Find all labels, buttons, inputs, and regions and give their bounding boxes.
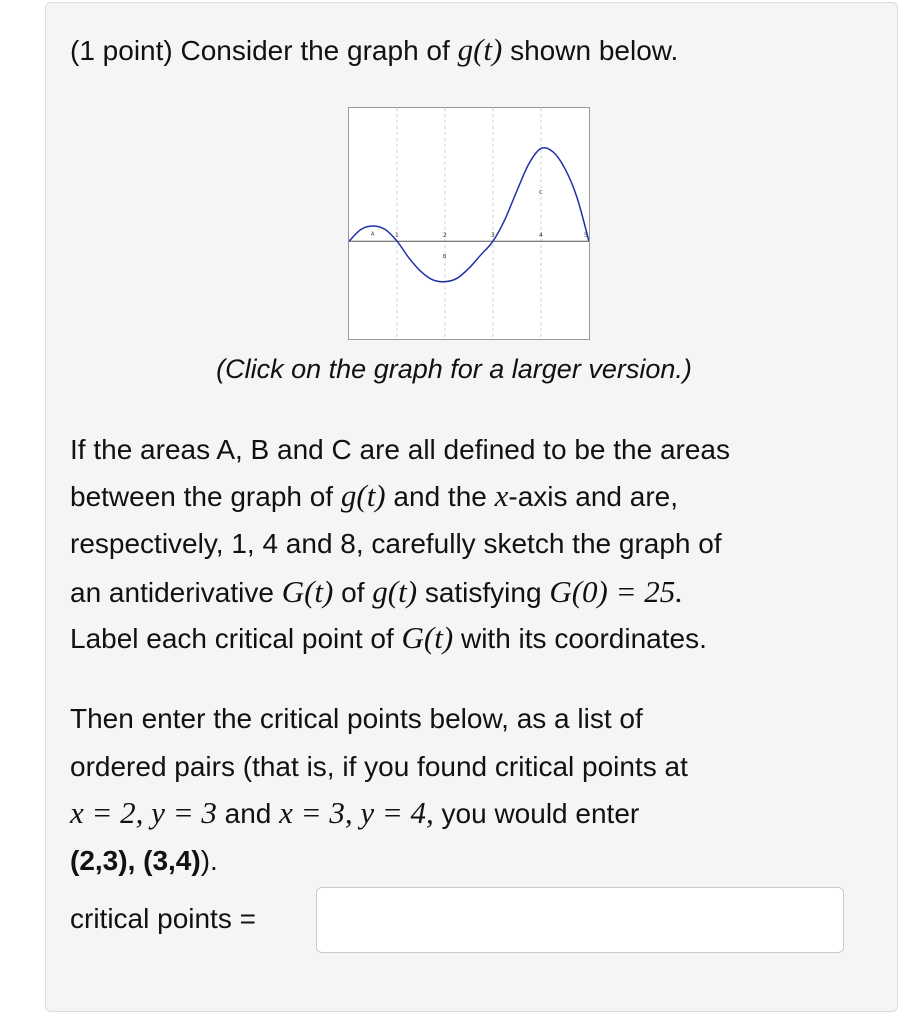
- region-label: C: [538, 189, 543, 196]
- answer-label: critical points =: [70, 903, 256, 934]
- tick-label: 1: [395, 232, 399, 240]
- region-label: A: [371, 231, 375, 238]
- para2-line2: ordered pairs (that is, if you found critical points at: [70, 751, 688, 782]
- para1-line3: respectively, 1, 4 and 8, carefully sketch the graph of: [70, 528, 722, 559]
- para1-line1: If the areas A, B and C are all defined to be the areas: [70, 434, 730, 465]
- graph-g-of-t[interactable]: [348, 107, 590, 340]
- critical-points-input[interactable]: [316, 887, 844, 953]
- problem-intro: (1 point) Consider the graph of g(t) shown below.: [70, 32, 679, 67]
- para2-line4: (2,3), (3,4)).: [70, 845, 218, 876]
- para2-line1: Then enter the critical points below, as a list of: [70, 703, 643, 734]
- series-line-g: [349, 148, 589, 282]
- tick-label: 2: [443, 232, 447, 240]
- tick-label: 4: [538, 232, 543, 240]
- para1-line4: an antiderivative G(t) of g(t) satisfying G(0) = 25.: [70, 574, 684, 609]
- tick-label: 5: [584, 232, 588, 240]
- region-label: B: [443, 254, 447, 261]
- tick-label: 3: [491, 232, 495, 240]
- graph-caption: (Click on the graph for a larger version.): [216, 354, 692, 384]
- para1-line2: between the graph of g(t) and the x-axis and are,: [70, 478, 679, 513]
- para2-line3: x = 2, y = 3 and x = 3, y = 4, you would enter: [70, 795, 640, 830]
- para1-line5: Label each critical point of G(t) with its coordinates.: [70, 620, 707, 655]
